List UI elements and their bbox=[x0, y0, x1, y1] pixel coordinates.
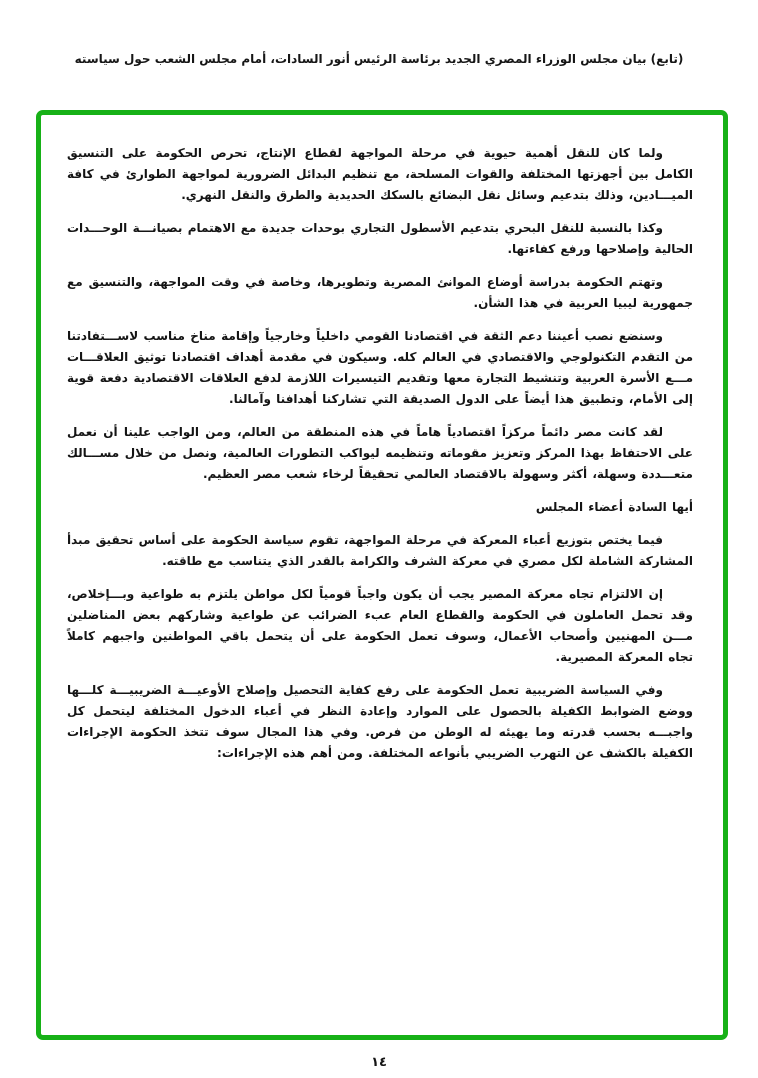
document-paragraph-4: وسنضع نصب أعيننا دعم الثقة في اقتصادنا القومي داخلياً وخارجياً وإقامة مناخ مناسب لاســـتفادتنا من التقدم التكنولوجي والاقتصادي في العالم كله. وسيكون في مقدمة أهداف اقتصادنا توثيق العلاقـــات مـــع الأسرة العربية وتنشيط التجارة معها وتقديم التيسيرات اللازمة لدفع العلاقات الاقتصادية دفعة قوية إلى الأمام، وتطبيق هذا أيضاً على الدول الصديقة التي تشاركنا أهدافنا وآمالنا. bbox=[67, 329, 693, 406]
document-paragraph-7: إن الالتزام تجاه معركة المصير يجب أن يكون واجباً قومياً لكل مواطن يلتزم به طواعية وبـــإخلاص، وقد تحمل العاملون في الحكومة والقطاع العام عبء الضرائب عن طواعية وشاركهم بعض المناضلين مـــن المهنيين وأصحاب الأعمال، وسوف تعمل الحكومة على أن يتحمل باقي المواطنين واجبهم كاملاً تجاه المعركة المصيرية. bbox=[67, 587, 693, 664]
document-paragraph-1: ولما كان للنقل أهمية حيوية في مرحلة المواجهة لقطاع الإنتاج، تحرص الحكومة على التنسيق الكامل بين أجهزتها المختلفة والقوات المسلحة، مع تنظيم البدائل الضرورية لمواجهة الطوارئ في كافة الميـــادين، وذلك بتدعيم وسائل نقل البضائع بالسكك الحديدية والطرق والنقل النهري. bbox=[67, 146, 693, 202]
document-subheading: أيها السادة أعضاء المجلس bbox=[535, 500, 693, 514]
document-green-frame bbox=[36, 110, 728, 1040]
document-paragraph-2: وكذا بالنسبة للنقل البحري بتدعيم الأسطول التجاري بوحدات جديدة مع الاهتمام بصيانـــة الوحـــدات الحالية وإصلاحها ورفع كفاءتها. bbox=[67, 221, 693, 256]
document-paragraph-3: وتهتم الحكومة بدراسة أوضاع الموانئ المصرية وتطويرها، وخاصة في وقت المواجهة، والتنسيق مع جمهورية ليبيا العربية في هذا الشأن. bbox=[67, 275, 693, 310]
document-body bbox=[67, 143, 693, 764]
document-paragraph-6: فيما يختص بتوزيع أعباء المعركة في مرحلة المواجهة، تقوم سياسة الحكومة على أساس تحقيق مبدأ المشاركة الشاملة لكل مصري في معركة الشرف والكرامة بالقدر الذي يتناسب مع طاقته. bbox=[67, 533, 693, 568]
page-number: ١٤ bbox=[371, 1055, 387, 1070]
document-paragraph-8: وفي السياسة الضريبية تعمل الحكومة على رفع كفاية التحصيل وإصلاح الأوعيـــة الضريبيـــة كلـــها ووضع الضوابط الكفيلة بالحصول على الموارد وإعادة النظر في أعباء الدخول المختلفة ليتحمل كل واجبـــه بحسب قدرته وما يهيئه له الوطن من فرص. وفي هذا المجال سوف تتخذ الحكومة الإجراءات الكفيلة بالكشف عن التهرب الضريبي بأنواعه المختلفة. ومن أهم هذه الإجراءات: bbox=[67, 683, 693, 760]
page-header-line: (تابع) بيان مجلس الوزراء المصري الجديد برئاسة الرئيس أنور السادات، أمام مجلس الشعب حول سياسته bbox=[74, 52, 684, 66]
document-paragraph-5: لقد كانت مصر دائماً مركزاً اقتصادياً هاماً في هذه المنطقة من العالم، ومن الواجب علينا أن نعمل على الاحتفاظ بهذا المركز وتعزيز مقوماته وتنظيمه ليواكب التطورات العالمية، ونصل من خلال مســـالك متعـــددة وسهلة، أكثر وسهولة بالاقتصاد العالمي تحقيقاً لرخاء شعب مصر العظيم. bbox=[67, 425, 693, 481]
